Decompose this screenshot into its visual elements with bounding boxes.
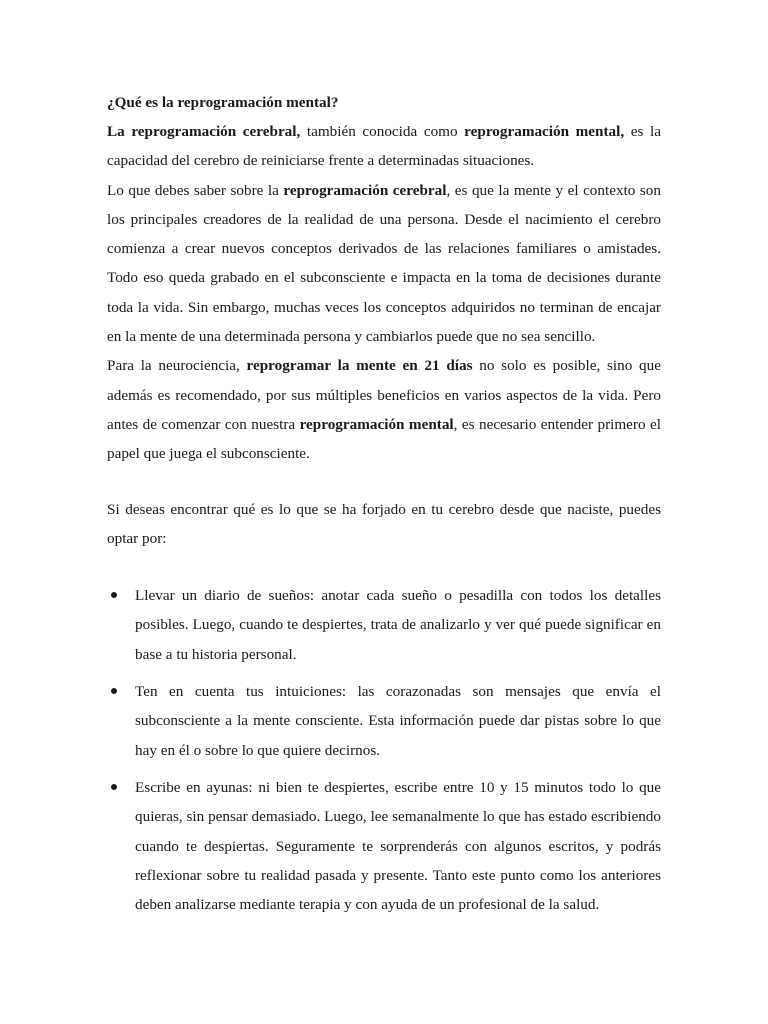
document-page bbox=[107, 88, 661, 927]
bullet-icon bbox=[111, 784, 117, 790]
bullet-icon bbox=[111, 592, 117, 598]
section-heading: ¿Qué es la reprogramación mental? bbox=[107, 94, 339, 111]
bold-term: reprogramar la mente en 21 días bbox=[246, 357, 473, 375]
paragraph-text: es la capacidad del cerebro de reiniciarse frente a determinadas situaciones. bbox=[107, 123, 661, 170]
paragraph-text: Lo que debes saber sobre la bbox=[107, 181, 284, 199]
paragraph-text: también conocida como bbox=[300, 123, 465, 140]
paragraph-intro-list: Si deseas encontrar qué es lo que se ha forjado en tu cerebro desde que naciste, puedes optar por: bbox=[107, 500, 661, 547]
paragraph-text: no solo es posible, sino que además es recomendado, por sus múltiples beneficios en varios aspectos de la vida. Pero antes de comenzar con nuestra bbox=[107, 357, 661, 433]
list-item-text: Ten en cuenta tus intuiciones: las corazonadas son mensajes que envía el subconsciente a la mente consciente. Esta información puede dar pistas sobre lo que hay en él o sobre lo que quiere decirnos. bbox=[135, 683, 661, 759]
paragraph-definition bbox=[107, 117, 661, 176]
bold-term: La reprogramación cerebral, bbox=[107, 123, 301, 140]
paragraph-text: Para la neurociencia, bbox=[107, 357, 247, 375]
spacer bbox=[107, 553, 661, 581]
list-item bbox=[107, 581, 661, 669]
bold-term: reprogramación cerebral bbox=[283, 181, 447, 199]
bullet-icon bbox=[111, 688, 117, 694]
list-item-text: Llevar un diario de sueños: anotar cada sueño o pesadilla con todos los detalles posibles. Luego, cuando te despiertes, trata de analizarlo y ver qué puede significar en base a tu historia personal. bbox=[135, 587, 661, 663]
spacer bbox=[107, 469, 661, 495]
bold-term: reprogramación mental, bbox=[464, 123, 625, 140]
paragraph-neuroscience bbox=[107, 351, 661, 468]
paragraph-context bbox=[107, 176, 661, 352]
bullet-list bbox=[107, 581, 661, 919]
list-item bbox=[107, 677, 661, 765]
bold-term: reprogramación mental bbox=[299, 415, 454, 433]
paragraph-text: , es necesario entender primero el papel que juega el subconsciente. bbox=[107, 415, 661, 463]
list-item bbox=[107, 773, 661, 919]
paragraph-text: , es que la mente y el contexto son los principales creadores de la realidad de una persona. Desde el nacimiento el cerebro comienza a crear nuevos conceptos derivados de las relaciones familiares o amistades. Todo eso queda grabado en el subconsciente e impacta en la toma de decisiones durante toda la vida. Sin embargo, muchas veces los conceptos adquiridos no terminan de encajar en la mente de una determinada persona y cambiarlos puede que no sea sencillo. bbox=[107, 181, 661, 346]
list-item-text: Escribe en ayunas: ni bien te despiertes, escribe entre 10 y 15 minutos todo lo que quieras, sin pensar demasiado. Luego, lee semanalmente lo que has estado escribiendo cuando te despiertas. Seguramente te sorprenderás con algunos escritos, y podrás reflexionar sobre tu realidad pasada y presente. Tanto este punto como los anteriores deben analizarse mediante terapia y con ayuda de un profesional de la salud. bbox=[135, 778, 661, 914]
